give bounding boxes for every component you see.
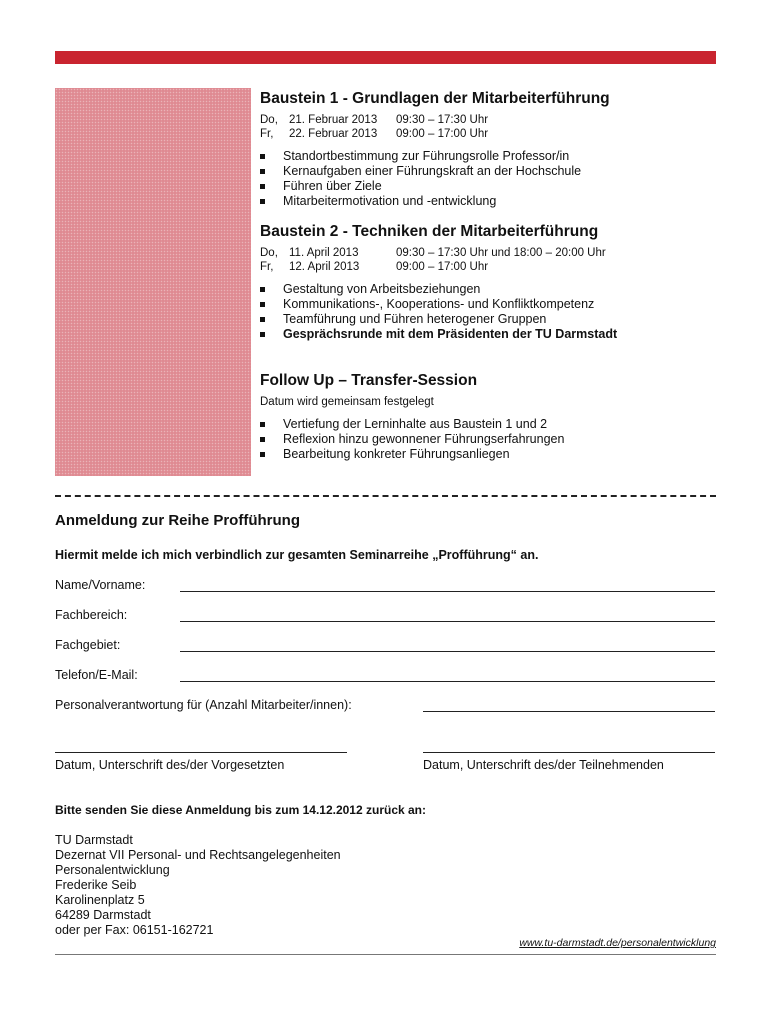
date-time: 09:30 – 17:30 Uhr <box>396 114 489 126</box>
module-1-dates <box>260 113 720 141</box>
date-time: 09:30 – 17:30 Uhr und 18:00 – 20:00 Uhr <box>396 247 606 259</box>
bullet-square-icon <box>260 317 265 322</box>
supervisor-signature-field[interactable] <box>55 752 347 753</box>
address-line: Karolinenplatz 5 <box>55 893 145 907</box>
participant-signature-field[interactable] <box>423 752 715 753</box>
field-label: Fachgebiet: <box>55 638 121 652</box>
date-time: 09:00 – 17:00 Uhr <box>396 261 489 273</box>
header-red-bar <box>55 51 716 64</box>
staff-count-field[interactable] <box>423 711 715 712</box>
date-day: Do, <box>260 247 278 259</box>
bullet-square-icon <box>260 287 265 292</box>
faculty-field[interactable] <box>180 621 715 622</box>
return-address <box>55 833 341 938</box>
address-line: oder per Fax: 06151-162721 <box>55 923 214 937</box>
list-item: Reflexion hinzu gewonnener Führungserfahrungen <box>260 432 720 447</box>
name-field[interactable] <box>180 591 715 592</box>
list-item: Gestaltung von Arbeitsbeziehungen <box>260 282 720 297</box>
staff-label: Personalverantwortung für (Anzahl Mitarbeiter/innen): <box>55 698 352 712</box>
address-line: Frederike Seib <box>55 878 137 892</box>
send-instructions: Bitte senden Sie diese Anmeldung bis zum 14.12.2012 zurück an: <box>55 803 427 817</box>
module-2-topics <box>260 282 720 342</box>
seminar-program <box>260 88 720 462</box>
module-3 <box>260 370 720 462</box>
address-line: Dezernat VII Personal- und Rechtsangelegenheiten <box>55 848 341 862</box>
supervisor-signature-label: Datum, Unterschrift des/der Vorgesetzten <box>55 758 285 772</box>
list-item: Führen über Ziele <box>260 179 720 194</box>
list-item: Vertiefung der Lerninhalte aus Baustein 1 und 2 <box>260 417 720 432</box>
website-link[interactable]: www.tu-darmstadt.de/personalentwicklung <box>519 937 716 949</box>
list-item: Bearbeitung konkreter Führungsanliegen <box>260 447 720 462</box>
footer-rule <box>55 954 716 955</box>
date-date: 22. Februar 2013 <box>289 128 378 140</box>
module-2-title: Baustein 2 - Techniken der Mitarbeiterführung <box>260 223 599 240</box>
bullet-square-icon <box>260 184 265 189</box>
bullet-square-icon <box>260 332 265 337</box>
module-3-title: Follow Up – Transfer-Session <box>260 372 478 389</box>
date-row <box>260 246 720 260</box>
date-date: 21. Februar 2013 <box>289 114 378 126</box>
address-line: 64289 Darmstadt <box>55 908 151 922</box>
date-date: 12. April 2013 <box>289 261 360 273</box>
contact-field[interactable] <box>180 681 715 682</box>
list-item: Mitarbeitermotivation und -entwicklung <box>260 194 720 209</box>
address-line: TU Darmstadt <box>55 833 133 847</box>
name-label: Name/Vorname: <box>55 578 146 592</box>
bullet-square-icon <box>260 302 265 307</box>
faculty-label: Fachbereich: <box>55 608 128 622</box>
bullet-square-icon <box>260 154 265 159</box>
bullet-square-icon <box>260 452 265 457</box>
form-title: Anmeldung zur Reihe Profführung <box>55 512 300 529</box>
date-row <box>260 113 720 127</box>
module-3-note: Datum wird gemeinsam festgelegt <box>260 396 434 408</box>
module-2 <box>260 221 720 342</box>
address-line: Personalentwicklung <box>55 863 170 877</box>
module-1-title: Baustein 1 - Grundlagen der Mitarbeiterführung <box>260 90 610 107</box>
module-3-topics <box>260 417 720 462</box>
date-row <box>260 127 720 141</box>
list-item: Gesprächsrunde mit dem Präsidenten der TU Darmstadt <box>260 327 720 342</box>
date-day: Do, <box>260 114 278 126</box>
list-item: Kommunikations-, Kooperations- und Konfliktkompetenz <box>260 297 720 312</box>
cut-line-divider <box>55 495 716 497</box>
date-day: Fr, <box>260 128 274 140</box>
module-1 <box>260 88 720 209</box>
decorative-pink-panel <box>55 88 251 476</box>
participant-signature-label: Datum, Unterschrift des/der Teilnehmenden <box>423 758 664 772</box>
date-time: 09:00 – 17:00 Uhr <box>396 128 489 140</box>
field-field[interactable] <box>180 651 715 652</box>
contact-label: Telefon/E-Mail: <box>55 668 138 682</box>
date-day: Fr, <box>260 261 274 273</box>
bullet-square-icon <box>260 169 265 174</box>
list-item: Standortbestimmung zur Führungsrolle Professor/in <box>260 149 720 164</box>
list-item: Teamführung und Führen heterogener Gruppen <box>260 312 720 327</box>
registration-statement: Hiermit melde ich mich verbindlich zur gesamten Seminarreihe „Profführung“ an. <box>55 548 539 562</box>
module-1-topics <box>260 149 720 209</box>
module-2-dates <box>260 246 720 274</box>
date-row <box>260 260 720 274</box>
list-item: Kernaufgaben einer Führungskraft an der Hochschule <box>260 164 720 179</box>
date-date: 11. April 2013 <box>289 247 359 259</box>
bullet-square-icon <box>260 422 265 427</box>
bullet-square-icon <box>260 199 265 204</box>
bullet-square-icon <box>260 437 265 442</box>
